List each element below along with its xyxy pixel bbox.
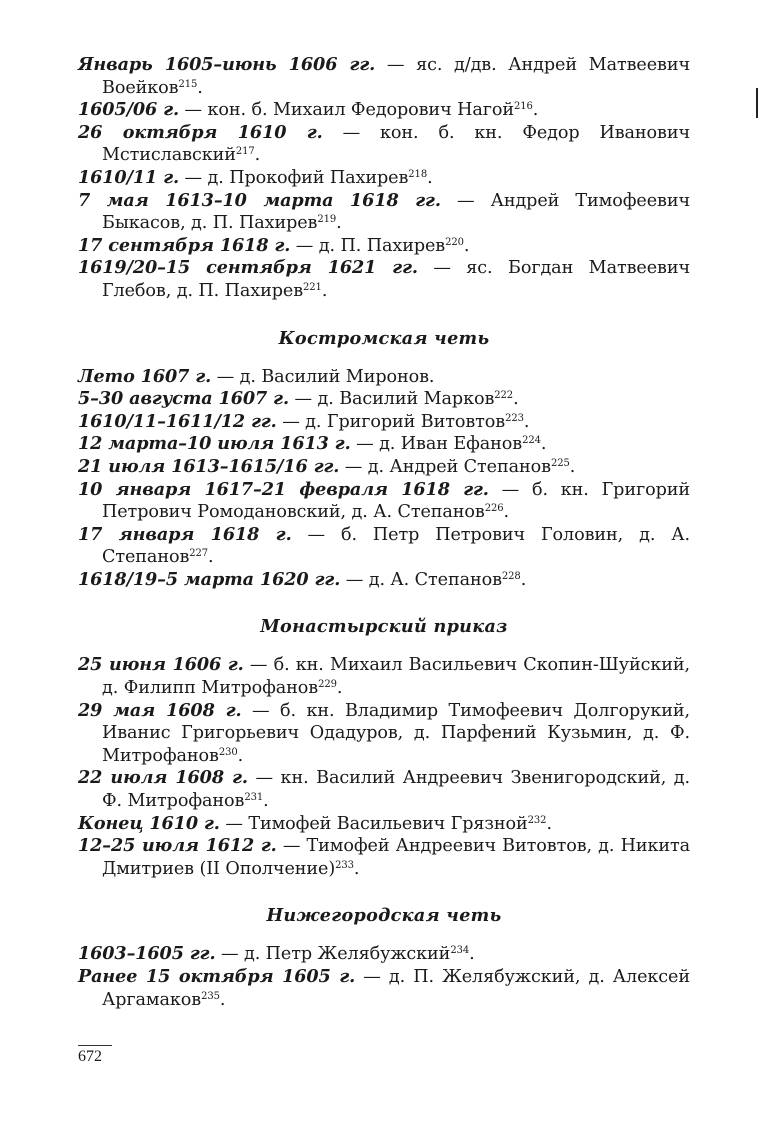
entry-date: 17 января 1618 г. [78,523,292,545]
entry-date: 1603–1605 гг. [78,943,216,965]
footnote-ref: 232 [527,814,547,826]
entry-text: — б. Петр Петрович Головин, д. А. Степанов [102,524,690,568]
entry: 21 июля 1613–1615/16 гг. — д. Андрей Степанов$^{225}$. [78,455,576,477]
entry-text: — д. П. Пахирев [290,235,446,256]
entry-text: — Тимофей Васильевич Грязной [219,813,528,834]
footnote-ref: 233 [335,859,354,871]
entry-text: — кон. б. Михаил Федорович Нагой [179,100,514,121]
footnote-ref: 229 [318,679,337,691]
footnote-ref: 217 [235,146,255,158]
entry-date: 1619/20–15 сентября 1621 гг. [78,257,418,279]
footnote-ref: 226 [484,503,504,515]
section [78,328,690,592]
entry: 1618/19–5 марта 1620 гг. — д. А. Степанов$^{228}$. [78,568,527,590]
entry-date: Ранее 15 октября 1605 г. [78,966,356,987]
footnote-ref: 227 [189,548,209,560]
entry: 1603–1605 гг. — д. Петр Желябужский$^{234}$. [78,943,475,965]
entry: 22 июля 1608 г. — кн. Василий Андреевич Звенигородский, д. Ф. Митрофанов$^{231}$. [78,767,691,812]
entry-date: 17 сентября 1618 г. [78,234,291,256]
footnote-ref: 235 [201,990,220,1002]
entry-text: — б. кн. Михаил Васильевич Скопин-Шуйский, д. Филипп Митрофанов [102,655,690,699]
footnote-ref: 223 [505,412,524,424]
entry-text: — яс. Богдан Матвеевич Глебов, д. П. Пахирев [102,258,690,301]
entry-text: — д. Григорий Витовтов [276,411,506,432]
entry-date: Январь 1605–июнь 1606 гг. [78,54,376,75]
entry: Ранее 15 октября 1605 г. — д. П. Желябужский, д. Алексей Аргамаков$^{235}$. [78,966,690,1010]
entry: 7 мая 1613–10 марта 1618 гг. — Андрей Тимофеевич Быкасов, д. П. Пахирев$^{219}$. [78,189,690,234]
entry-text: — Тимофей Андреевич Витовтов, д. Никита Дмитриев (II Ополчение) [102,836,690,879]
entry-date: 1618/19–5 марта 1620 гг. [78,568,341,590]
footnote-ref: 216 [513,101,533,113]
entry-date: 10 января 1617–21 февраля 1618 гг. [78,478,489,500]
entry: Январь 1605–июнь 1606 гг. — яс. д/дв. Андрей Матвеевич Воейков$^{215}$. [78,54,690,98]
page-number: 672 [78,1048,102,1065]
entry-text: — кн. Василий Андреевич Звенигородский, д. Ф. Митрофанов [102,768,691,812]
entry: 17 января 1618 г. — б. Петр Петрович Головин, д. А. Степанов$^{227}$. [78,523,690,568]
entry-date: 21 июля 1613–1615/16 гг. [78,455,340,477]
entry-date: Конец 1610 г. [78,812,220,834]
entry-date: 26 октября 1610 г. [78,121,323,143]
entry-date: 1610/11–1611/12 гг. [78,410,277,432]
section-heading: Костромская четь [278,327,490,349]
footnote-ref: 231 [244,792,264,804]
entry [78,366,690,389]
entry: 12–25 июля 1612 г. — Тимофей Андреевич Витовтов, д. Никита Дмитриев (II Ополчение)$^{233}$. [78,835,690,879]
entry: 17 сентября 1618 г. — д. П. Пахирев$^{220}$. [78,234,470,256]
footnote-ref: 228 [501,570,521,582]
entry-date: 12 марта–10 июля 1613 г. [78,433,351,455]
entry: 1610/11 г. — д. Прокофий Пахирев$^{218}$. [78,166,433,188]
entry-date: 25 июня 1606 г. [78,654,244,676]
entry: 1610/11–1611/12 гг. — д. Григорий Витовтов$^{223}$. [78,410,530,432]
entry-text: — б. кн. Владимир Тимофеевич Долгорукий, Иванис Григорьевич Одадуров, д. Парфений Кузьмин, д. Ф. Митрофанов [102,700,690,766]
entry-date: 12–25 июля 1612 г. [78,835,277,857]
footnote-ref: 234 [450,945,470,957]
section [78,54,690,303]
entry-text: — д. Василий Миронов. [211,366,435,387]
entry-text: — д. П. Желябужский, д. Алексей Аргамаков [102,967,690,1010]
entry-date: Лето 1607 г. [78,365,212,387]
entry: 1605/06 г. — кон. б. Михаил Федорович Нагой$^{216}$. [78,99,539,121]
footnote-ref: 224 [522,435,541,447]
entry: 1619/20–15 сентября 1621 гг. — яс. Богдан Матвеевич Глебов, д. П. Пахирев$^{221}$. [78,257,690,301]
entry-text: — д. Василий Марков [289,389,495,410]
entry: 5–30 августа 1607 г. — д. Василий Марков$^{222}$. [78,388,519,410]
entry-date: 7 мая 1613–10 марта 1618 гг. [78,189,441,211]
section-heading: Нижегородская четь [266,905,502,927]
entry-text: — д. А. Степанов [340,569,502,590]
section [78,616,690,880]
footnote-ref: 218 [408,168,428,180]
page-body [78,54,690,1011]
entry-text: — д. Петр Желябужский [215,944,451,965]
page-footer [78,1045,112,1066]
footnote-ref: 220 [445,236,464,248]
entry: 12 марта–10 июля 1613 г. — д. Иван Ефанов$^{224}$. [78,433,547,455]
section [78,905,690,1011]
footnote-ref: 225 [550,457,570,469]
entry-date: 5–30 августа 1607 г. [78,388,289,410]
entry-text: — б. кн. Григорий Петрович Ромодановский, д. А. Степанов [102,479,690,523]
footnote-ref: 215 [178,78,198,90]
entry-text: — д. Прокофий Пахирев [179,167,409,188]
entry-date: 22 июля 1608 г. [78,767,248,789]
entry-text: — кон. б. кн. Федор Иванович Мстиславский [102,122,690,166]
footnote-ref: 221 [303,281,322,293]
entry-text: — Андрей Тимофеевич Быкасов, д. П. Пахирев [102,190,690,234]
entry: 10 января 1617–21 февраля 1618 гг. — б. кн. Григорий Петрович Ромодановский, д. А. Степанов$^{226}$. [78,478,690,523]
footnote-ref: 219 [317,214,337,226]
entry-date: 29 мая 1608 г. [78,699,242,721]
entry: 25 июня 1606 г. — б. кн. Михаил Васильевич Скопин-Шуйский, д. Филипп Митрофанов$^{229}$. [78,654,690,699]
footer-rule [78,1045,112,1046]
entry: 29 мая 1608 г. — б. кн. Владимир Тимофеевич Долгорукий, Иванис Григорьевич Одадуров, д. Парфений Кузьмин, д. Ф. Митрофанов$^{230}$. [78,699,690,766]
section-heading: Монастырский приказ [260,616,508,638]
entry: Конец 1610 г. — Тимофей Васильевич Грязной$^{232}$. [78,812,552,834]
entry-date: 1610/11 г. [78,166,180,188]
footnote-ref: 230 [218,746,238,758]
entry-date: 1605/06 г. [78,99,180,121]
entry-text: — яс. д/дв. Андрей Матвеевич Воейков [102,55,690,98]
margin-mark [756,88,758,118]
entry-text: — д. Иван Ефанов [350,434,523,455]
footnote-ref: 222 [494,390,514,402]
entry: 26 октября 1610 г. — кон. б. кн. Федор Иванович Мстиславский$^{217}$. [78,121,690,166]
entry-text: — д. Андрей Степанов [339,456,551,477]
